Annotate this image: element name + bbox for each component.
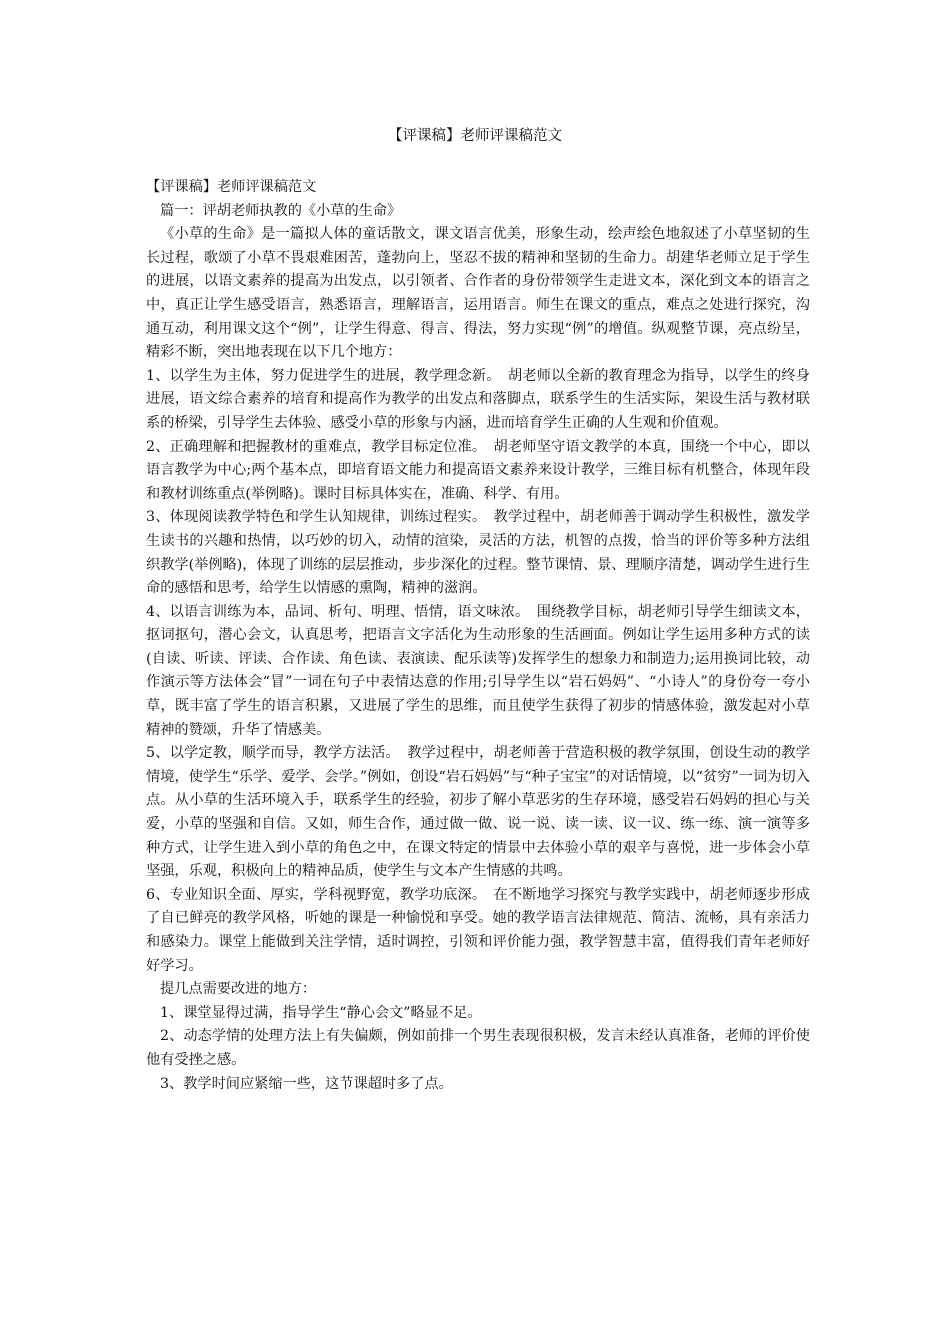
improvement-heading: 提几点需要改进的地方：: [160, 981, 317, 998]
point-6-paragraph: 6、专业知识全面、厚实，学科视野宽，教学功底深。 在不断地学习探究与教学实践中，胡老师逐步形成了自已鲜亮的教学风格，听她的课是一种愉悦和享受。她的教学语言法律规范、简洁、流畅，具有亲活力和感染力。课堂上能做到关注学情，适时调控，引领和评价能力强，教学智慧丰富，值得我们青年老师好好学习。: [146, 886, 810, 974]
document-body: [146, 176, 810, 1096]
improvement-item-3: 3、教学时间应紧缩一些，这节课超时多了点。: [160, 1075, 453, 1092]
point-4-paragraph: 4、以语言训练为本，品词、析句、明理、悟情，语文味浓。 围绕教学目标，胡老师引导学生细读文本，抠词抠句，潜心会文，认真思考，把语言文字活化为生动形象的生活画面。例如让学生运用多种方式的读(自读、听读、评读、合作读、角色读、表演读、配乐读等)发挥学生的想象力和制造力;运用换词比较，动作演示等方法体会“冒”一词在句子中表情达意的作用;引导学生以“岩石妈妈”、“小诗人”的身份夸一夸小草，既丰富了学生的语言积累，又进展了学生的思维，而且使学生获得了初步的情感体验，激发起对小草精神的赞颂，升华了情感美。: [146, 603, 810, 738]
document-title: 【评课稿】老师评课稿范文: [388, 128, 562, 144]
point-5-paragraph: 5、以学定教，顺学而导，教学方法活。 教学过程中，胡老师善于营造积极的教学氛围，创设生动的教学情境，使学生“乐学、爱学、会学。”例如，创设“岩石妈妈”与“种子宝宝”的对话情境，以“贫穷”一词为切入点。从小草的生活环境入手，联系学生的经验，初步了解小草恶劣的生存环境，感受岩石妈妈的担心与关爱，小草的坚强和自信。又如，师生合作，通过做一做、说一说、读一读、议一议、练一练、演一演等多种方式，让学生进入到小草的角色之中，在课文特定的情景中去体验小草的艰辛与喜悦，进一步体会小草坚强，乐观，积极向上的精神品质，使学生与文本产生情感的共鸣。: [146, 745, 810, 880]
body-heading: 【评课稿】老师评课稿范文: [146, 179, 317, 195]
intro-paragraph: 《小草的生命》是一篇拟人体的童话散文，课文语言优美，形象生动，绘声绘色地叙述了小草坚韧的生长过程，歌颂了小草不畏艰难困苦，蓬勃向上，坚忍不拔的精神和坚韧的生命力。胡建华老师立足于学生的进展，以语文素养的提高为出发点，以引领者、合作者的身份带领学生走进文本，深化到文本的语言之中，真正让学生感受语言，熟悉语言，理解语言，运用语言。师生在课文的重点，难点之处进行探究，沟通互动，利用课文这个“例”，让学生得意、得言、得法，努力实现“例”的增值。纵观整节课，亮点纷呈，精彩不断，突出地表现在以下几个地方：: [146, 226, 810, 361]
improvement-item-2: 2、动态学情的处理方法上有失偏颇，例如前排一个男生表现很积极，发言未经认真准备，老师的评价使他有受挫之感。: [146, 1028, 810, 1068]
point-3-paragraph: 3、体现阅读教学特色和学生认知规律，训练过程实。 教学过程中，胡老师善于调动学生积极性，激发学生读书的兴趣和热情，以巧妙的切入，动情的渲染，灵活的方法，机智的点拨，恰当的评价等多种方法组织教学(举例略)，体现了训练的层层推动，步步深化的过程。整节课情、景、理顺序清楚，调动学生进行生命的感悟和思考，给学生以情感的熏陶，精神的滋润。: [146, 509, 810, 597]
section-heading: 篇一：评胡老师执教的《小草的生命》: [160, 202, 402, 219]
point-2-paragraph: 2、正确理解和把握教材的重难点，教学目标定位准。 胡老师坚守语文教学的本真，围绕一个中心，即以语言教学为中心;两个基本点，即培育语文能力和提高语文素养来设计教学，三维目标有机整合，体现年段和教材训练重点(举例略)。课时目标具体实在，准确、科学、有用。: [146, 438, 810, 502]
improvement-item-1: 1、课堂显得过满，指导学生“静心会文”略显不足。: [160, 1004, 482, 1021]
point-1-paragraph: 1、以学生为主体，努力促进学生的进展，教学理念新。 胡老师以全新的教育理念为指导，以学生的终身进展，语文综合素养的培育和提高作为教学的出发点和落脚点，联系学生的生活实际，架设生活与教材联系的桥梁，引导学生去体验、感受小草的形象与内涵，进而培育学生正确的人生观和价值观。: [146, 367, 810, 431]
